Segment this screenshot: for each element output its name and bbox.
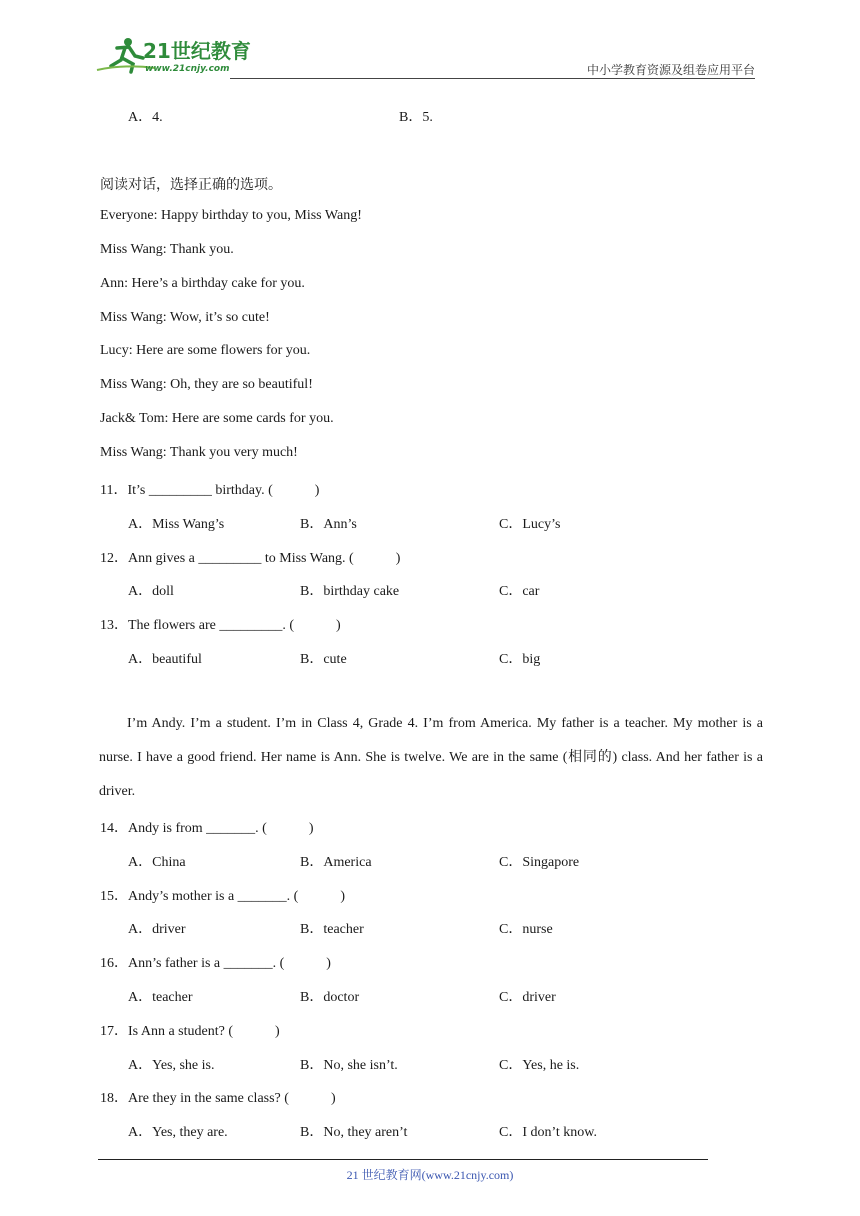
question-text: 12．Ann gives a _________ to Miss Wang. ( ) [100,551,401,566]
option-b: B．birthday cake [300,584,400,599]
option-a: A．doll [128,584,174,599]
header-divider [230,78,755,79]
option-a: A．driver [128,922,186,937]
option-b: B．5. [399,110,433,125]
dialogue-line: Jack& Tom: Here are some cards for you. [100,411,334,426]
header-platform-text: 中小学教育资源及组卷应用平台 [586,63,755,77]
option-c: C．car [499,584,540,599]
dialogue-line: Miss Wang: Thank you very much! [100,445,298,460]
option-c: C．Singapore [499,855,580,870]
option-c: C．big [499,652,541,667]
dialogue-line: Miss Wang: Oh, they are so beautiful! [100,377,313,392]
logo-url: www.21cnjy.com [145,64,230,74]
section-instruction: 阅读对话，选择正确的选项。 [100,177,282,193]
option-b: B．cute [300,652,347,667]
question-text: 14．Andy is from _______. ( ) [100,821,314,836]
option-a: A．teacher [128,990,193,1005]
question-text: 18．Are they in the same class? ( ) [100,1091,336,1106]
dialogue-line: Miss Wang: Wow, it’s so cute! [100,310,270,325]
option-b: B．teacher [300,922,364,937]
dialogue-line: Miss Wang: Thank you. [100,242,234,257]
logo-icon [95,34,265,74]
dialogue-line: Everyone: Happy birthday to you, Miss Wang! [100,208,362,223]
dialogue-line: Ann: Here’s a birthday cake for you. [100,276,305,291]
question-text: 16．Ann’s father is a _______. ( ) [100,956,331,971]
footer-divider [98,1159,708,1160]
option-b: B．No, they aren’t [300,1125,408,1140]
option-a: A．beautiful [128,652,202,667]
option-b: B．America [300,855,372,870]
option-a: A．4. [128,110,163,125]
option-b: B．doctor [300,990,360,1005]
page-header [95,30,755,80]
option-c: C．Yes, he is. [499,1058,580,1073]
option-b: B．No, she isn’t. [300,1058,398,1073]
option-c: C．Lucy’s [499,517,561,532]
question-text: 15．Andy’s mother is a _______. ( ) [100,889,345,904]
option-a: A．Yes, she is. [128,1058,215,1073]
option-c: C．nurse [499,922,553,937]
question-text: 11．It’s _________ birthday. ( ) [100,483,320,498]
reading-passage [99,707,763,809]
option-b: B．Ann’s [300,517,357,532]
option-c: C．I don’t know. [499,1125,597,1140]
option-c: C．driver [499,990,556,1005]
question-text: 17．Is Ann a student? ( ) [100,1024,280,1039]
option-a: A．China [128,855,186,870]
logo-text: 21世纪教育 [143,39,251,63]
option-a: A．Miss Wang’s [128,517,225,532]
passage-text: I’m Andy. I’m a student. I’m in Class 4, Grade 4. I’m from America. My father is a teacher. My mother is a nurse. I have a good friend. Her name is Ann. She is twelve. We are in the same (相同的) class. And her father is a driver. [99,716,763,799]
footer-text: 21 世纪教育网(www.21cnjy.com) [346,1168,514,1182]
option-a: A．Yes, they are. [128,1125,228,1140]
dialogue-line: Lucy: Here are some flowers for you. [100,343,311,358]
question-text: 13．The flowers are _________. ( ) [100,618,341,633]
